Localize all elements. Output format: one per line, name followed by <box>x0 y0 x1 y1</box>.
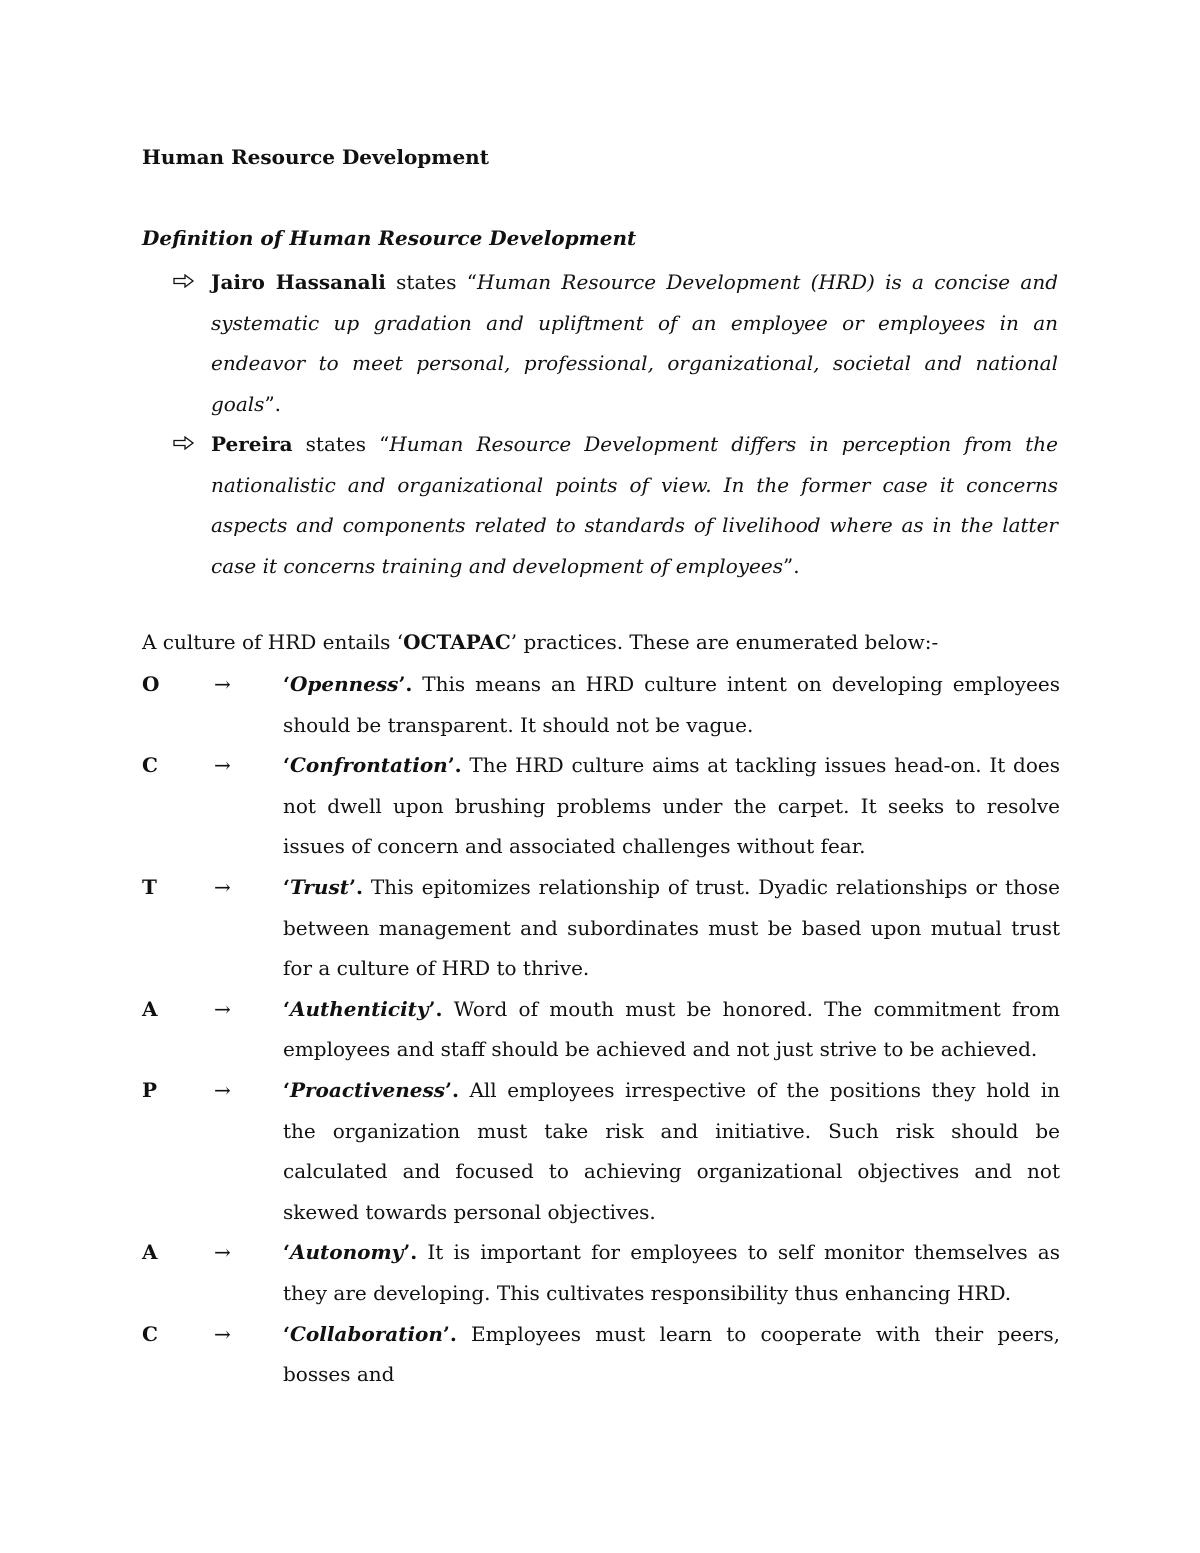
octapac-term: Autonomy <box>289 1240 404 1265</box>
octapac-letter: C <box>142 1321 158 1346</box>
octapac-description: Word of mouth must be honored. The commitment from employees and staff should be achieved and not just strive to be achieved. <box>283 996 1060 1062</box>
definition-end: ”. <box>264 391 282 416</box>
octapac-intro <box>142 627 1062 657</box>
octapac-description: The HRD culture aims at tackling issues head-on. It does not dwell upon brushing problems under the carpet. It seeks to resolve issues of concern and associated challenges without fear. <box>283 753 1060 859</box>
definition-item <box>173 262 1058 424</box>
definition-quote: Human Resource Development differs in perception from the nationalistic and organizational points of view. In the former case it concerns aspects and components related to standards of livelihood where as in the latter case it concerns training and development of employees <box>211 432 1058 578</box>
arrow-icon: → <box>214 996 231 1021</box>
octapac-term: Confrontation <box>289 753 448 778</box>
octapac-item-trust: T → ‘Trust’. This epitomizes relationship of trust. Dyadic relationships or those between management and subordinates must be based upon mutual trust for a culture of HRD to thrive. <box>142 867 1060 989</box>
octapac-letter: T <box>142 874 157 899</box>
arrow-icon: → <box>214 1321 231 1346</box>
octapac-term: Proactiveness <box>289 1077 445 1102</box>
definition-author: Pereira <box>211 432 293 456</box>
arrow-icon: → <box>214 672 231 696</box>
octapac-term: Collaboration <box>289 1321 443 1346</box>
document-title: Human Resource Development <box>142 145 489 169</box>
octapac-description: All employees irrespective of the positions they hold in the organization must take risk and initiative. Such risk should be calculated and focused to achieving organizational objectives and not skewed towards personal objectives. <box>283 1077 1060 1224</box>
octapac-letter: O <box>142 672 160 696</box>
arrow-right-icon <box>173 262 199 303</box>
octapac-description: Employees must learn to cooperate with their peers, bosses and <box>283 1321 1060 1387</box>
intro-text-before: A culture of HRD entails ‘ <box>142 630 404 654</box>
octapac-letter: A <box>142 1240 158 1265</box>
octapac-description: This epitomizes relationship of trust. Dyadic relationships or those between management and subordinates must be based upon mutual trust for a culture of HRD to thrive. <box>283 874 1060 981</box>
arrow-icon: → <box>214 874 231 899</box>
octapac-description: This means an HRD culture intent on developing employees should be transparent. It should not be vague. <box>283 672 1060 737</box>
octapac-term: Trust <box>289 874 349 899</box>
definition-quote: Human Resource Development (HRD) is a concise and systematic up gradation and upliftment of an employee or employees in an endeavor to meet personal, professional, organizational, societal and national goals <box>211 270 1059 416</box>
octapac-letter: C <box>142 753 158 778</box>
arrow-icon: → <box>214 753 231 778</box>
octapac-letter: P <box>142 1077 158 1102</box>
arrow-icon: → <box>214 1240 231 1265</box>
definition-verb: states “ <box>385 270 478 294</box>
definition-author: Jairo Hassanali <box>211 270 386 294</box>
definition-verb: states “ <box>292 432 390 456</box>
octapac-item-collaboration: C → ‘Collaboration’. Employees must learn to cooperate with their peers, bosses and <box>142 1314 1060 1395</box>
intro-text-after: ’ practices. These are enumerated below:- <box>510 630 939 654</box>
arrow-right-icon <box>173 424 199 465</box>
octapac-item-openness: O → ‘Openness’. This means an HRD culture intent on developing employees should be transparent. It should not be vague. <box>142 664 1060 745</box>
octapac-item-authenticity: A → ‘Authenticity’. Word of mouth must be honored. The commitment from employees and staff should be achieved and not just strive to be achieved. <box>142 989 1060 1070</box>
octapac-keyword: OCTAPAC <box>403 630 511 654</box>
arrow-icon: → <box>214 1077 231 1102</box>
octapac-term: Openness <box>289 672 399 696</box>
definition-end: ”. <box>782 553 800 578</box>
octapac-item-confrontation: C → ‘Confrontation’. The HRD culture aims at tackling issues head-on. It does not dwell upon brushing problems under the carpet. It seeks to resolve issues of concern and associated challenges without fear. <box>142 745 1060 867</box>
octapac-item-proactiveness: P → ‘Proactiveness’. All employees irrespective of the positions they hold in the organization must take risk and initiative. Such risk should be calculated and focused to achieving organizational objectives and not skewed towards personal objectives. <box>142 1070 1060 1232</box>
octapac-term: Authenticity <box>289 996 429 1021</box>
section-heading: Definition of Human Resource Development <box>142 226 637 250</box>
octapac-description: It is important for employees to self monitor themselves as they are developing. This cultivates responsibility thus enhancing HRD. <box>283 1240 1060 1305</box>
octapac-letter: A <box>142 996 158 1021</box>
octapac-item-autonomy: A → ‘Autonomy’. It is important for employees to self monitor themselves as they are developing. This cultivates responsibility thus enhancing HRD. <box>142 1232 1060 1313</box>
definition-item <box>173 424 1058 586</box>
octapac-list <box>142 664 1060 1395</box>
definitions-list <box>173 262 1058 586</box>
